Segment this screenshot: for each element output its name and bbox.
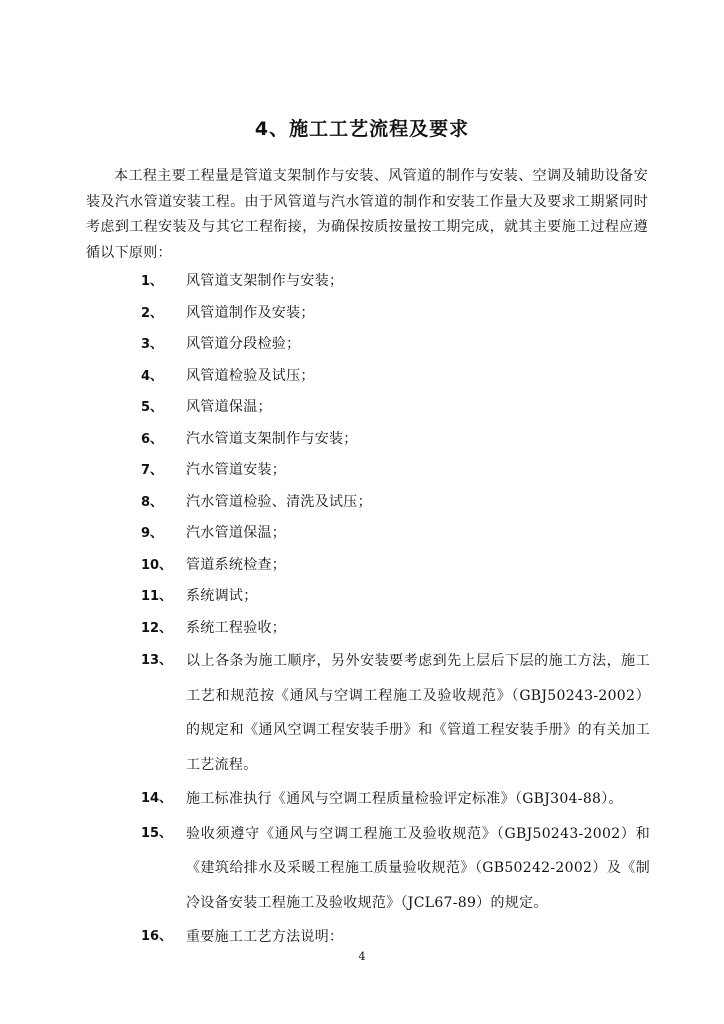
list-item-number: 6、 — [141, 431, 164, 447]
list-item-number: 11、 — [141, 589, 173, 604]
list-item — [0, 550, 724, 582]
list-item-number: 15、 — [141, 825, 173, 841]
list-item-number: 16、 — [141, 929, 173, 944]
list-item-text: 系统工程验收； — [186, 619, 287, 636]
list-item — [0, 424, 724, 456]
list-item — [0, 581, 724, 613]
list-item-number: 4、 — [141, 368, 164, 384]
list-item-text: 风管道检验及试压； — [186, 367, 315, 384]
list-item-text: 汽水管道保温； — [186, 525, 287, 541]
list-item-text: 重要施工工艺方法说明： — [186, 929, 344, 945]
list-item-text: 风管道制作及安装； — [186, 304, 315, 321]
list-item-text: 系统调试； — [186, 588, 258, 604]
list-item-text: 风管道保温； — [186, 399, 272, 415]
list-item-text: 风管道支架制作与安装； — [186, 273, 344, 289]
list-item — [0, 817, 724, 921]
list-item-number: 3、 — [141, 337, 164, 352]
procedure-list — [0, 266, 724, 955]
list-item-text: 风管道分段检验； — [186, 336, 301, 352]
list-item-number: 2、 — [141, 305, 164, 321]
list-item-number: 7、 — [141, 463, 164, 478]
list-item — [0, 644, 724, 782]
page-number: 4 — [358, 950, 366, 963]
list-item — [0, 266, 724, 298]
list-item-number: 12、 — [141, 620, 173, 636]
list-item-number: 10、 — [141, 557, 173, 573]
list-item-text: 管道系统检查； — [186, 556, 287, 573]
list-item — [0, 392, 724, 424]
intro-paragraph: 本工程主要工程量是管道支架制作与安装、风管道的制作与安装、空调及辅助设备安装及汽水管道安装工程。由于风管道与汽水管道的制作和安装工作量大及要求工期紧同时考虑到工程安装及与其它工程衔接，为确保按质按量按工期完成，就其主要施工过程应遵循以下原则： — [86, 168, 648, 261]
list-item-number: 9、 — [141, 526, 164, 541]
list-item-text: 验收须遵守《通风与空调工程施工及验收规范》（GBJ50243-2002）和《建筑给排水及采暖工程施工质量验收规范》（GB50242-2002）及《制冷设备安装工程施工及验收规范》（JCL67-89）的规定。 — [186, 825, 650, 911]
list-item — [0, 455, 724, 487]
list-item-number: 14、 — [141, 791, 173, 806]
list-item — [0, 782, 724, 817]
section-title: 4、施工工艺流程及要求 — [254, 118, 470, 140]
list-item-number: 8、 — [141, 494, 164, 510]
list-item — [0, 518, 724, 550]
list-item-text: 汽水管道支架制作与安装； — [186, 430, 358, 447]
list-item-number: 13、 — [141, 653, 173, 668]
list-item-number: 1、 — [141, 274, 164, 289]
list-item-text: 汽水管道检验、清洗及试压； — [186, 493, 372, 510]
list-item-text: 以上各条为施工顺序，另外安装要考虑到先上层后下层的施工方法，施工工艺和规范按《通风与空调工程施工及验收规范》（GBJ50243-2002）的规定和《通风空调工程安装手册》和《管道工程安装手册》的有关加工工艺流程。 — [186, 653, 650, 773]
list-item — [0, 329, 724, 361]
list-item — [0, 613, 724, 645]
list-item-text: 施工标准执行《通风与空调工程质量检验评定标准》（GBJ304-88）。 — [186, 791, 623, 807]
list-item-text: 汽水管道安装； — [186, 462, 287, 478]
list-item — [0, 487, 724, 519]
list-item — [0, 298, 724, 330]
list-item-number: 5、 — [141, 400, 164, 415]
list-item — [0, 361, 724, 393]
